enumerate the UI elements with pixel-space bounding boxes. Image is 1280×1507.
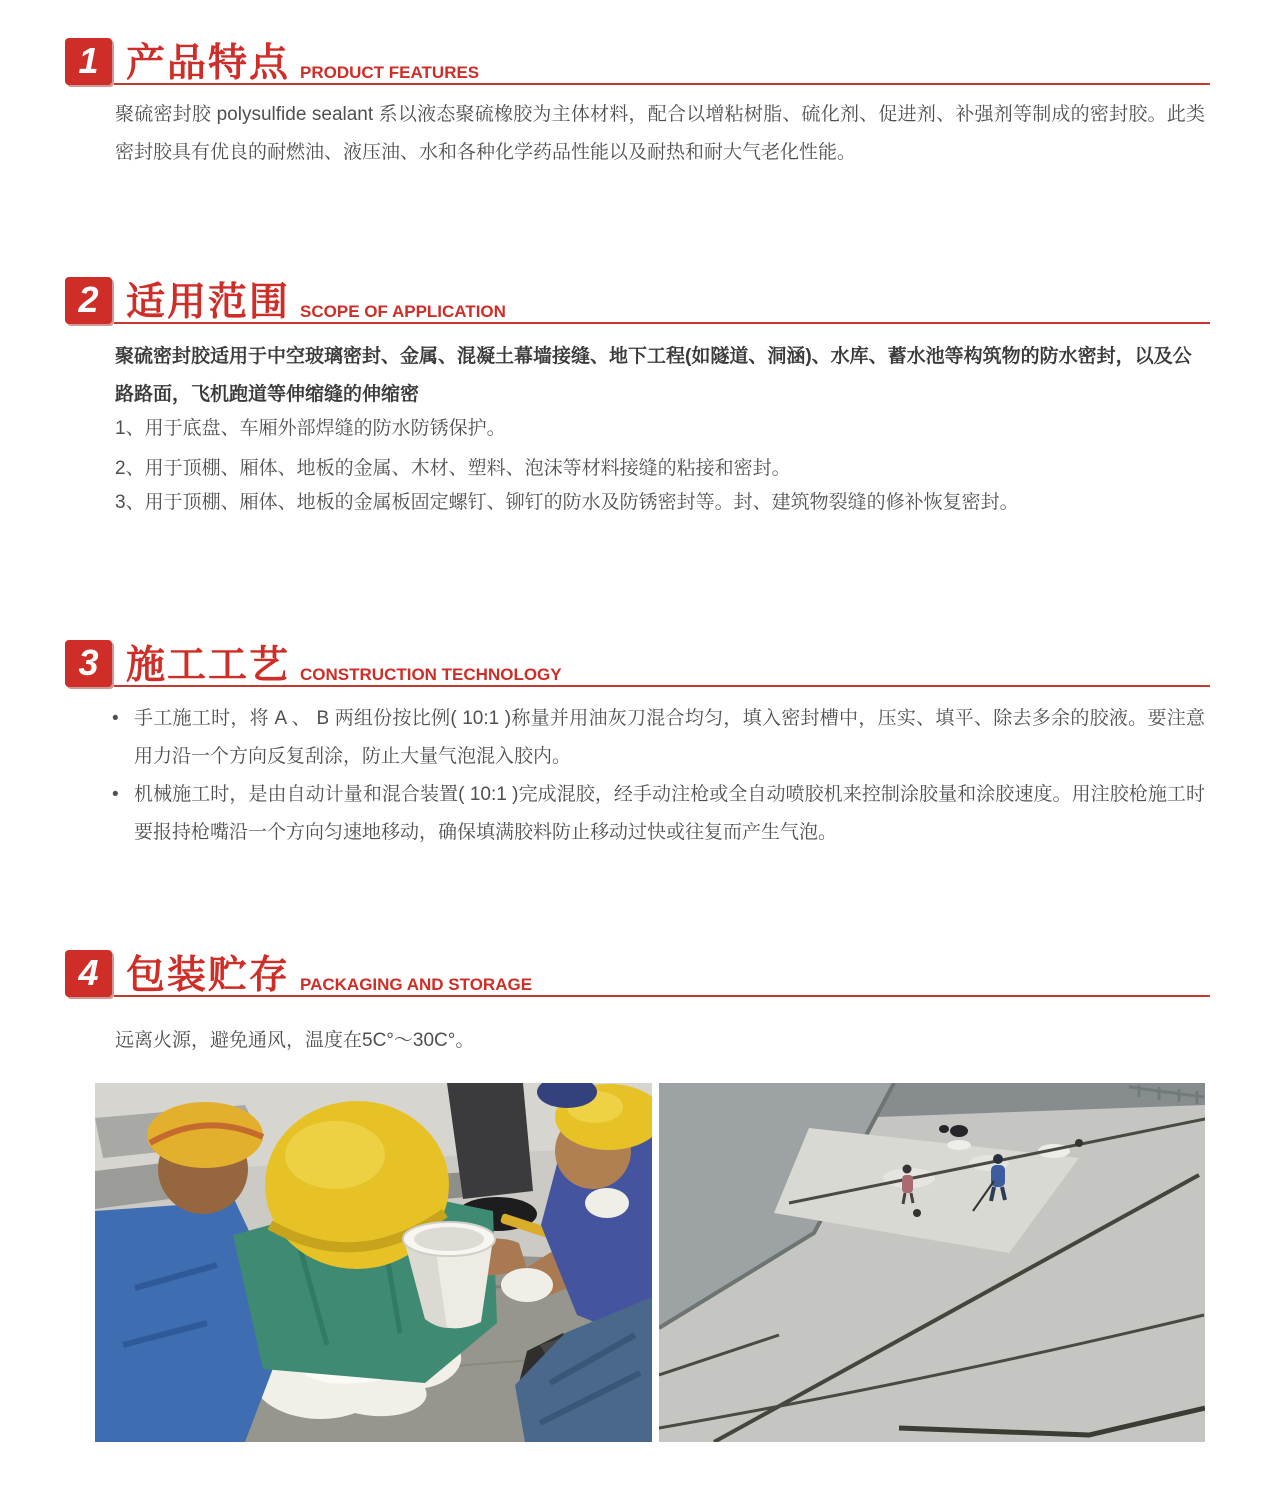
list-item: 1、用于底盘、车厢外部焊缝的防水防锈保护。 [115, 418, 506, 439]
section-number-badge: 2 [65, 277, 112, 324]
section-number-badge: 4 [65, 950, 112, 997]
section-header-scope-of-application [65, 277, 1210, 324]
section-title: 适用范围 [126, 281, 291, 324]
section-title: 产品特点 [126, 42, 291, 85]
list-item: 3、用于顶棚、厢体、地板的金属板固定螺钉、铆钉的防水及防锈密封等。封、建筑物裂缝的修补恢复密封。 [115, 492, 1019, 513]
bullet-item [112, 700, 1205, 776]
section-header-packaging-and-storage [65, 950, 1210, 997]
bullet-text: 机械施工时，是由自动计量和混合装置( 10:1 )完成混胶，经手动注枪或全自动喷胶机来控制涂胶量和涂胶速度。用注胶枪施工时要报持枪嘴沿一个方向匀速地移动，确保填满胶料防止移动过快或往复而产生气泡。 [134, 784, 1205, 843]
section-number-badge: 1 [65, 38, 112, 85]
section-subtitle: SCOPE OF APPLICATION [300, 302, 506, 321]
section-number-badge: 3 [65, 640, 112, 687]
photo-row [95, 1083, 1205, 1442]
section-subtitle: PACKAGING AND STORAGE [300, 975, 533, 994]
section-title: 包装贮存 [126, 954, 291, 997]
bullet-item [112, 776, 1205, 852]
workers-applying-sealant-photo [95, 1083, 652, 1442]
section-underline [114, 322, 1210, 324]
section-underline [114, 83, 1210, 85]
product-features-paragraph: 聚硫密封胶 polysulfide sealant 系以液态聚硫橡胶为主体材料，配合以增粘树脂、硫化剂、促进剂、补强剂等制成的密封胶。此类密封胶具有优良的耐燃油、液压油、水和各种化学药品性能以及耐热和耐大气老化性能。 [115, 104, 1205, 163]
construction-steps [112, 700, 1205, 852]
bullet-dot-icon: • [112, 784, 119, 805]
concrete-slope-seam-sealing-photo [659, 1083, 1205, 1442]
section-underline [114, 685, 1210, 687]
scope-lead-paragraph: 聚硫密封胶适用于中空玻璃密封、金属、混凝土幕墙接缝、地下工程(如隧道、洞涵)、水库、蓄水池等构筑物的防水密封，以及公路路面，飞机跑道等伸缩缝的伸缩密 [115, 346, 1192, 405]
section-title: 施工工艺 [126, 644, 291, 687]
application-list [115, 414, 1205, 518]
storage-paragraph: 远离火源，避免通风，温度在5C°～30C°。 [115, 1030, 475, 1051]
bullet-dot-icon: • [112, 708, 119, 729]
list-item: 2、用于顶棚、厢体、地板的金属、木材、塑料、泡沫等材料接缝的粘接和密封。 [115, 458, 791, 479]
section-subtitle: CONSTRUCTION TECHNOLOGY [300, 665, 562, 684]
section-header-construction-technology [65, 640, 1210, 687]
section-subtitle: PRODUCT FEATURES [300, 63, 480, 82]
section-header-product-features [65, 38, 1210, 85]
section-underline [114, 995, 1210, 997]
bullet-text: 手工施工时，将 A 、 B 两组份按比例( 10:1 )称量并用油灰刀混合均匀，填入密封槽中，压实、填平、除去多余的胶液。要注意用力沿一个方向反复刮涂，防止大量气泡混入胶内。 [134, 708, 1205, 767]
